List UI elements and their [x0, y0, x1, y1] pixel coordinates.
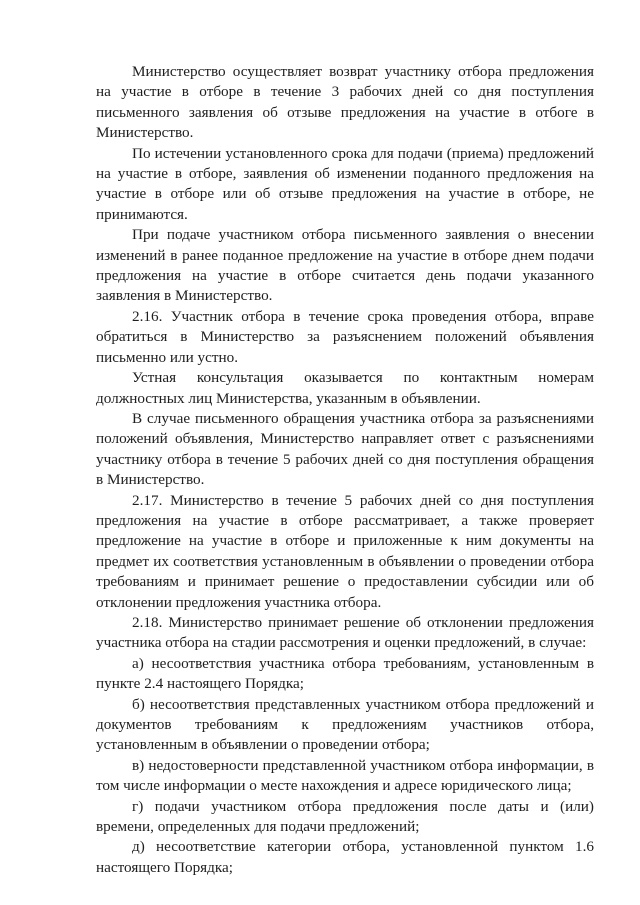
paragraph-deadline: По истечении установленного срока для подачи (приема) предложений на участие в отборе, заявления об изменении поданного предложения на участие в отборе или об отзыве предложения на участие в отборе, не принимаются.: [96, 144, 594, 223]
list-item-b: б) несоответствия представленных участником отбора предложений и документов требованиям к предложениям участников отбора, установленным в объявлении о проведении отбора;: [96, 695, 594, 754]
paragraph-2-18: 2.18. Министерство принимает решение об отклонении предложения участника отбора на стадии рассмотрения и оценки предложений, в случае:: [96, 613, 594, 652]
list-item-a: а) несоответствия участника отбора требованиям, установленным в пункте 2.4 настоящего Порядка;: [96, 654, 594, 693]
paragraph-2-17: 2.17. Министерство в течение 5 рабочих дней со дня поступления предложения на участие в отборе рассматривает, а также проверяет предложение на участие в отборе и приложенные к ним документы на предмет их соответствия установленным в объявлении о проведении отбора требованиям и принимает решение о предоставлении субсидии или об отклонении предложения участника отбора.: [96, 491, 594, 611]
list-item-g: г) подачи участником отбора предложения после даты и (или) времени, определенных для подачи предложений;: [96, 797, 594, 836]
list-item-d: д) несоответствие категории отбора, установленной пунктом 1.6 настоящего Порядка;: [96, 838, 594, 876]
paragraph-written-request: В случае письменного обращения участника отбора за разъяснениями положений объявления, Министерство направляет ответ с разъяснениями участнику отбора в течение 5 рабочих дней со дня поступления обращения в Министерство.: [96, 409, 594, 489]
paragraph-oral-consultation: Устная консультация оказывается по контактным номерам должностных лиц Министерства, указанным в объявлении.: [96, 369, 594, 407]
paragraph-2-16: 2.16. Участник отбора в течение срока проведения отбора, вправе обратиться в Министерство за разъяснением положений объявления письменно или устно.: [96, 307, 594, 366]
document-page: [96, 62, 594, 878]
paragraph-amendment: При подаче участником отбора письменного заявления о внесении изменений в ранее поданное предложение на участие в отборе днем подачи предложения на участие в отборе считается день подачи указанного заявления в Министерство.: [96, 226, 594, 305]
paragraph-refund: Министерство осуществляет возврат участнику отбора предложения на участие в отборе в течение 3 рабочих дней со дня поступления письменного заявления об отзыве предложения на участие в отбоге в Министерство.: [96, 63, 594, 142]
list-item-v: в) недостоверности представленной участником отбора информации, в том числе информации о месте нахождения и адресе юридического лица;: [96, 756, 594, 795]
